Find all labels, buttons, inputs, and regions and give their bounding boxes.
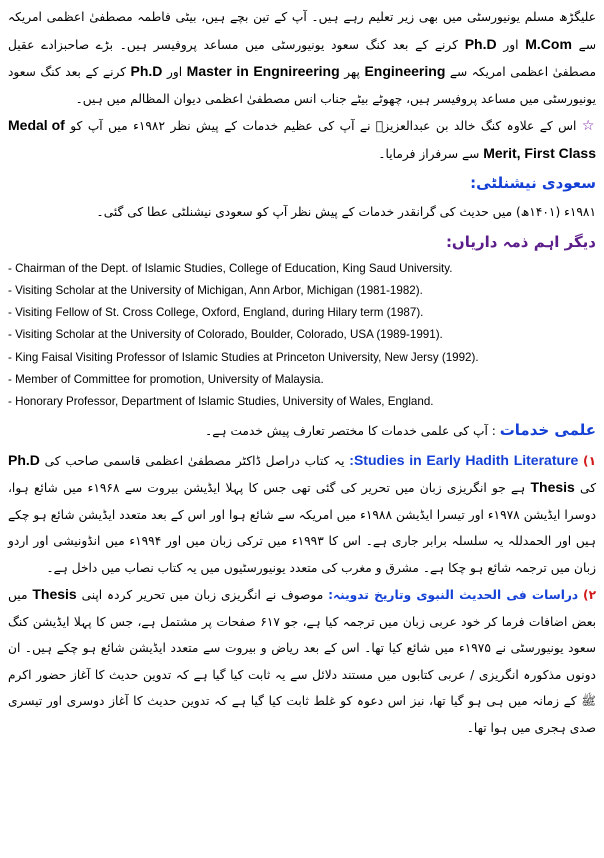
star-icon: ☆ bbox=[581, 118, 597, 134]
item-1-number: ۱) bbox=[582, 453, 597, 468]
item-2-line-4: کہ تدوین حدیث کا آغاز حضور اکرم ﷺ کے زمانہ میں ہی ہو گیا تھا، نیز اس دعوہ کو غلط ثابت کیا گیا ہے کہ تدوین حدیث کا آغاز دوسری bbox=[8, 667, 596, 709]
intro-phd-1: Ph.D bbox=[464, 35, 497, 52]
list-item: - Honorary Professor, Department of Islamic Studies, University of Wales, England. bbox=[8, 395, 434, 409]
item-1-line-1: یہ کتاب دراصل ڈاکٹر مصطفیٰ اعظمی قاسمی صاحب کی bbox=[44, 453, 345, 468]
intro-mcom: M.Com bbox=[525, 35, 572, 52]
item-2-thesis: Thesis bbox=[32, 586, 77, 603]
item-1-phd: Ph.D bbox=[8, 451, 40, 468]
award-name: Medal of Merit, First bbox=[8, 117, 555, 161]
list-item: - Member of Committee for promotion, University of Malaysia. bbox=[8, 372, 324, 386]
responsibilities-heading: دیگر اہم ذمہ داریاں: bbox=[445, 232, 596, 251]
item-1-line-4: میں ترکی زبان میں اور ۱۹۹۴ء میں انڈونیشی اور اردو زبان میں ترجمہ شائع ہو چکا ہے۔ مشرق و مغرب کی متعدد یونیورسٹیوں میں یہ کتاب bbox=[8, 534, 596, 575]
intro-master: Master in Engnireering bbox=[186, 63, 340, 79]
award-class: Class bbox=[558, 144, 596, 161]
intro-line-1: علیگڑھ مسلم یونیورسٹی میں بھی زیر تعلیم رہے ہیں۔ آپ کے تین بچے ہیں، بیٹی فاطمہ مصطفیٰ اعظمی امریکہ سے bbox=[8, 10, 597, 52]
item-1-of: کی bbox=[580, 481, 597, 496]
item-1-thesis: Thesis bbox=[530, 479, 575, 496]
item-2-line-1: موصوف نے انگریزی زبان میں تحریر کردہ اپنی bbox=[81, 588, 324, 603]
award-paragraph bbox=[8, 112, 596, 167]
intro-engineering: Engineering bbox=[364, 63, 446, 79]
scholarly-heading-tail: : آپ کی علمی خدمات کا مختصر تعارف پیش خدمت ہے۔ bbox=[205, 423, 496, 438]
item-1-title: Studies in Early Hadith Literature: bbox=[349, 451, 579, 468]
intro-line-3: کرنے کے بعد کنگ سعود یونیورسٹی میں مساعد پروفیسر ہیں، چھوٹے بیٹے جناب bbox=[8, 65, 596, 106]
list-item: - Chairman of the Dept. of Islamic Studies, College of Education, King Saud University. bbox=[8, 261, 453, 275]
item-1-line-5: نصاب میں داخل ہے۔ bbox=[46, 560, 154, 575]
scholarly-item-2 bbox=[8, 581, 596, 741]
saudi-text: ۱۹۸۱ء (۱۴۰۱ھ) میں حدیث کی گرانقدر خدمات کے پیش نظر آپ کو سعودی نیشنلٹی عطا کی گئی۔ bbox=[96, 205, 596, 219]
intro-and-1: اور bbox=[503, 37, 519, 52]
award-tail: سے سرفراز فرمایا۔ bbox=[378, 146, 480, 161]
responsibilities-list bbox=[8, 258, 596, 414]
award-text: اس کے علاوہ کنگ خالد بن عبدالعزیزؒ نے آپ کی عظیم خدمات کے پیش نظر ۱۹۸۲ء میں آپ کو bbox=[70, 119, 577, 133]
item-2-title: دراسات فی الحدیث النبوی وتاریخ تدوینہ: bbox=[328, 588, 579, 603]
intro-and-2: اور bbox=[166, 65, 183, 79]
item-2-line-3: بعد ریاض و بیروت سے متعدد ایڈیشن شائع ہو چکے ہیں۔ ان دونوں مذکورہ انگریزی / عربی کتابوں میں مستند دلائل سے یہ ثابت کیا گیا ہے bbox=[8, 641, 596, 682]
item-2-line-5: اور تیسری صدی ہجری میں ہوا تھا۔ bbox=[8, 694, 596, 735]
item-2-line-2: خود عربی زبان میں ترجمہ کیا ہے، جو ۶۱۷ صفحات پر مشتمل ہے، جس کا پہلا ایڈیشن کنگ سعود یونیورسٹی نے ۱۹۷۵ء میں شائع کیا تھا۔ اس کے bbox=[8, 614, 597, 656]
intro-phd-2: Ph.D bbox=[130, 63, 163, 79]
list-item: - Visiting Scholar at the University of Michigan, Ann Arbor, Michigan (1981-1982). bbox=[8, 283, 423, 297]
list-item: - King Faisal Visiting Professor of Islamic Studies at Princeton University, New Jersy (1992). bbox=[8, 350, 479, 364]
list-item: - Visiting Fellow of St. Cross College, Oxford, England, during Hilary term (1987). bbox=[8, 306, 424, 320]
intro-line-2: کرنے کے بعد کنگ سعود یونیورسٹی میں مساعد پروفیسر ہیں۔ بڑے صاحبزادے عقیل مصطفیٰ اعظمی امریکہ سے bbox=[8, 37, 597, 79]
scholarly-item-1 bbox=[8, 447, 596, 582]
saudi-heading: سعودی نیشنلٹی: bbox=[470, 174, 596, 192]
intro-line-4: انس مصطفیٰ اعظمی دیوان المظالم میں ہیں۔ bbox=[75, 91, 317, 106]
intro-paragraph bbox=[8, 4, 596, 112]
item-2-line-1-tail: میں بعض اضافات فرما کر bbox=[8, 588, 596, 629]
intro-then: پھر bbox=[344, 65, 360, 79]
item-1-line-2: ہے جو انگریزی زبان میں تحریر کی گئی تھی جس کا پہلا ایڈیشن بیروت سے ۱۹۶۸ء میں شائع ہوا، دوسرا ایڈیشن ۱۹۷۸ء اور تیسرا bbox=[8, 481, 597, 522]
scholarly-heading-row bbox=[8, 417, 596, 444]
list-item: - Visiting Scholar at the University of Colorado, Boulder, Colorado, USA (1989-1991). bbox=[8, 328, 443, 342]
scholarly-heading: علمی خدمات bbox=[499, 420, 596, 439]
item-2-number: ۲) bbox=[583, 588, 597, 603]
item-1-line-3: ایڈیشن ۱۹۸۸ء میں امریکہ سے شائع ہوا اور اس کے بعد متعدد ایڈیشن شائع ہو چکے ہیں اور الحمدللہ یہ سلسلہ برابر جاری ہے۔ اس کا ۱۹۹۳ء bbox=[8, 507, 597, 549]
